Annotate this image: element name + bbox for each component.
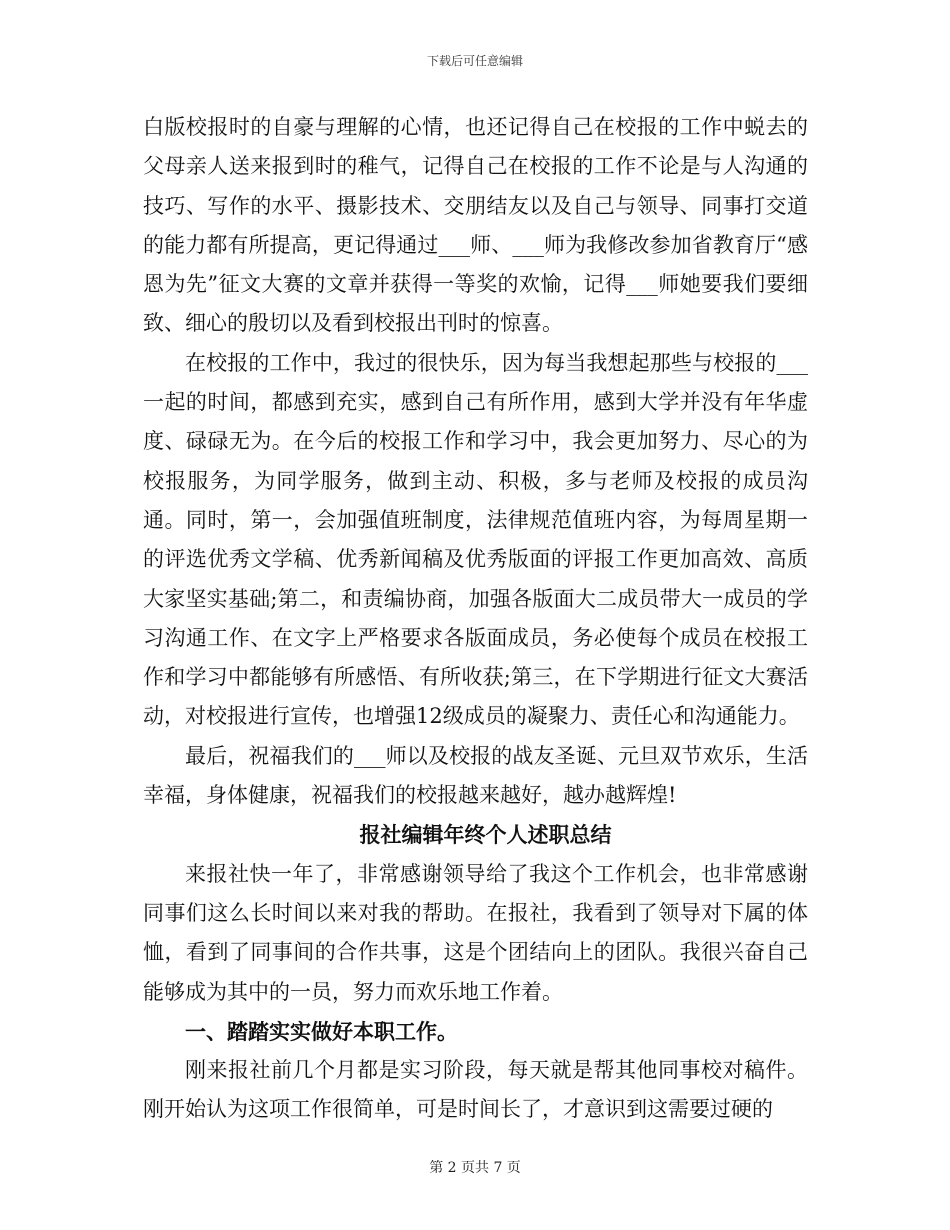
- paragraph-2: 在校报的工作中，我过的很快乐，因为每当我想起那些与校报的___一起的时间，都感到充实，感到自己有所作用，感到大学并没有年华虚度、碌碌无为。在今后的校报工作和学习中，我会更加努力、尽心的为校报服务，为同学服务，做到主动、积极，多与老师及校报的成员沟通。同时，第一，会加强值班制度，法律规范值班内容，为每周星期一的评选优秀文学稿、优秀新闻稿及优秀版面的评报工作更加高效、高质大家坚实基础;第二，和责编协商，加强各版面大二成员带大一成员的学习沟通工作、在文字上严格要求各版面成员，务必使每个成员在校报工作和学习中都能够有所感悟、有所收获;第三，在下学期进行征文大赛活动，对校报进行宣传，也增强12级成员的凝聚力、责任心和沟通能力。: [143, 350, 808, 729]
- document-body: [143, 108, 808, 1130]
- page-footer: 第 2 页共 7 页: [429, 1160, 521, 1176]
- paragraph-5: 刚来报社前几个月都是实习阶段，每天就是帮其他同事校对稿件。刚开始认为这项工作很简单，可是时间长了，才意识到这需要过硬的: [143, 1058, 808, 1122]
- section-heading-1: 一、踏踏实实做好本职工作。: [185, 1018, 458, 1044]
- paragraph-4: 来报社快一年了，非常感谢领导给了我这个工作机会，也非常感谢同事们这么长时间以来对我的帮助。在报社，我看到了领导对下属的体恤，看到了同事间的合作共事，这是个团结向上的团队。我很兴奋自己能够成为其中的一员，努力而欢乐地工作着。: [143, 861, 808, 1004]
- page-header: 下载后可任意编辑: [426, 54, 523, 68]
- paragraph-1: 白版校报时的自豪与理解的心情，也还记得自己在校报的工作中蜕去的父母亲人送来报到时的稚气，记得自己在校报的工作不论是与人沟通的技巧、写作的水平、摄影技术、交朋结友以及自己与领导、同事打交道的能力都有所提高，更记得通过___师、___师为我修改参加省教育厅“感恩为先”征文大赛的文章并获得一等奖的欢愉，记得___师她要我们要细致、细心的殷切以及看到校报出刊时的惊喜。: [143, 115, 808, 336]
- section-title: 报社编辑年终个人述职总结: [359, 822, 612, 848]
- paragraph-3: 最后，祝福我们的___师以及校报的战友圣诞、元旦双节欢乐，生活幸福，身体健康，祝福我们的校报越来越好，越办越辉煌!: [143, 743, 808, 808]
